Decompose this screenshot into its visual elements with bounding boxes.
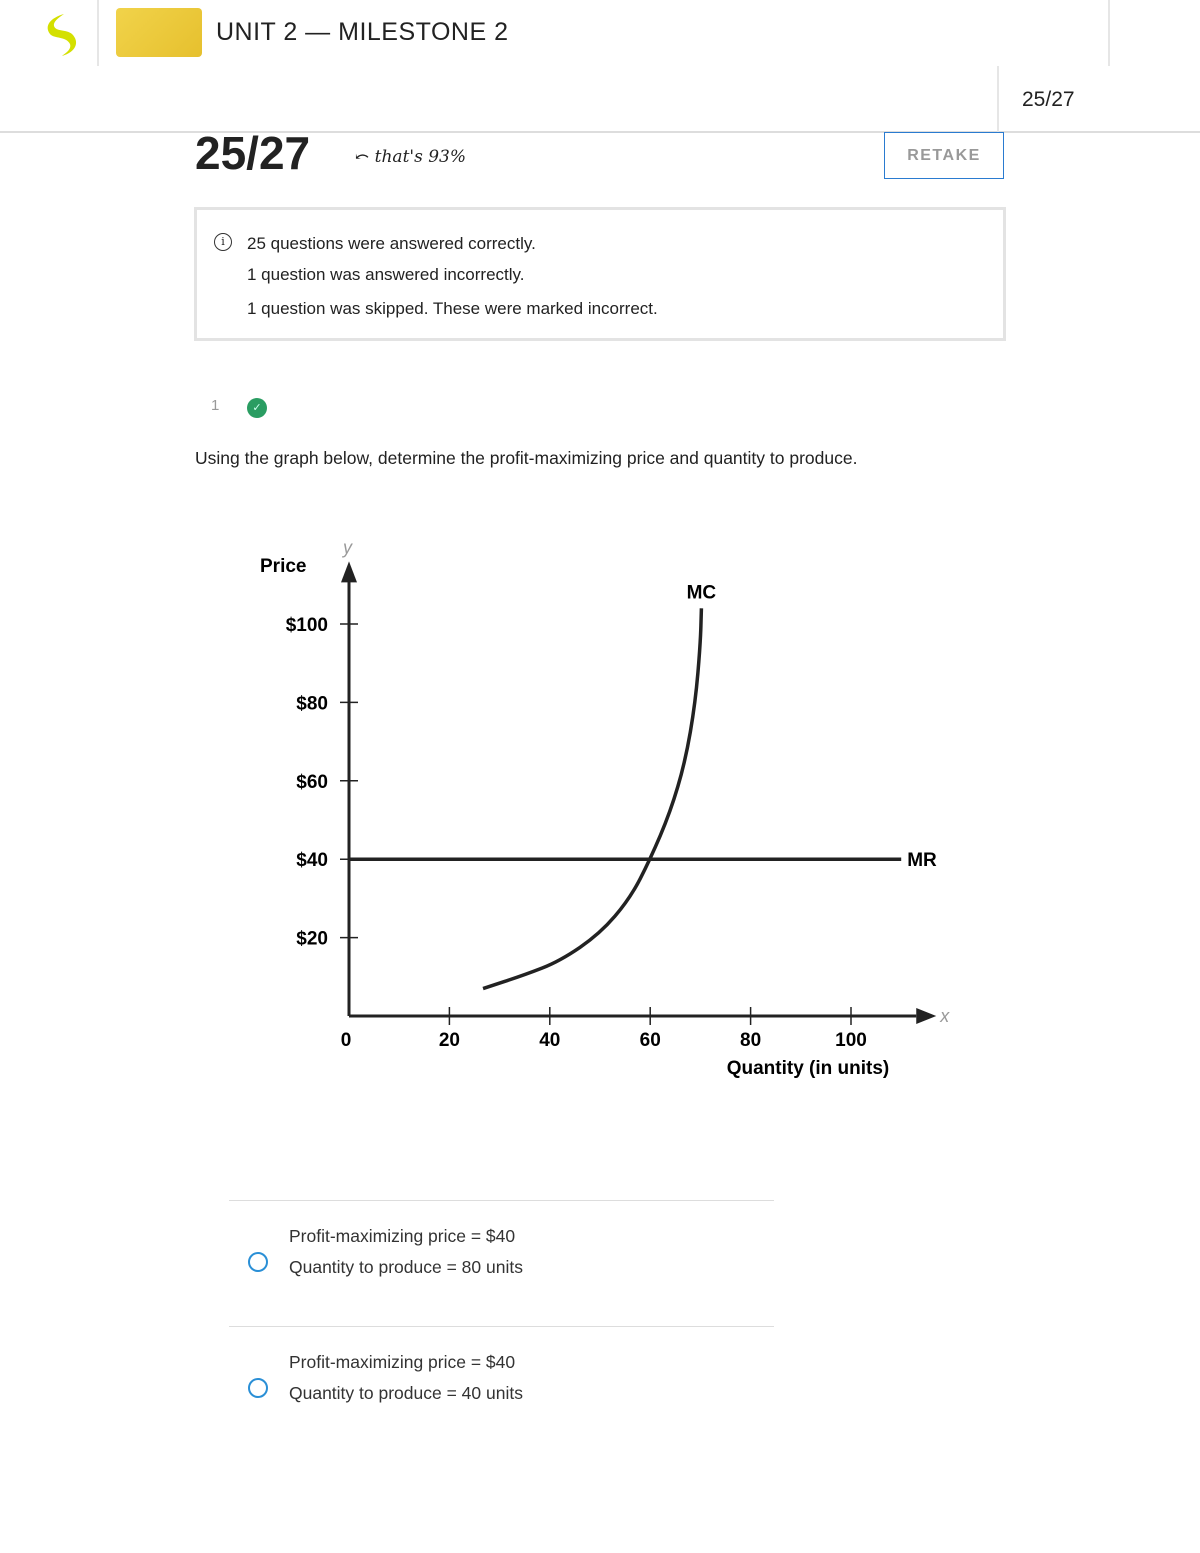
option-line: Profit-maximizing price = $40 [289,1352,516,1372]
x-tick-label: 100 [835,1030,867,1051]
y-tick-label: $100 [285,615,328,636]
check-icon: ✓ [247,398,267,418]
x-tick-label: 20 [438,1030,460,1051]
y-axis-symbol: y [343,537,352,558]
retake-button[interactable]: RETAKE [884,132,1004,179]
radio-button[interactable] [248,1378,268,1398]
summary-incorrect: 1 question was answered incorrectly. [247,265,525,284]
y-axis-label: Price [260,556,307,577]
y-tick-label: $20 [296,928,328,950]
x-axis-symbol: x [940,1006,950,1026]
y-axis-arrow [341,561,357,582]
summary-skipped: 1 question was skipped. These were marked incorrect. [247,299,658,318]
x-tick-label: 40 [539,1030,561,1051]
divider [97,0,99,66]
x-tick-label: 60 [639,1030,661,1051]
answer-option[interactable] [248,1224,768,1334]
chart [0,520,1000,1100]
score-box-value: 25/27 [1022,88,1075,111]
radio-button[interactable] [248,1252,268,1272]
x-axis-label: Quantity (in units) [726,1058,890,1079]
arrow-back-icon: ⤺ [355,147,375,167]
divider [1108,0,1110,66]
answer-option[interactable] [248,1350,768,1460]
divider [229,1200,774,1201]
option-line: Quantity to produce = 80 units [289,1257,523,1277]
series-label: MR [907,850,937,872]
score: 25/27 [195,127,311,179]
question-text: Using the graph below, determine the profit-maximizing price and quantity to produce. [195,448,858,468]
page-title: UNIT 2 — MILESTONE 2 [216,18,509,46]
series-mc [483,608,701,988]
option-line: Profit-maximizing price = $40 [289,1226,516,1246]
divider [229,1326,774,1327]
y-tick-label: $80 [296,693,328,715]
option-line: Quantity to produce = 40 units [289,1383,523,1403]
summary-box [194,207,1006,341]
x-tick-label: 80 [740,1030,762,1051]
logo-icon[interactable] [42,12,80,56]
percent-note [355,147,466,167]
x-tick-label: 0 [340,1030,352,1051]
y-tick-label: $40 [296,850,328,872]
series-label: MC [686,582,717,604]
y-tick-label: $60 [296,771,328,793]
percent-text: that's 93% [374,147,466,167]
course-thumbnail [116,8,202,57]
summary-correct: 25 questions were answered correctly. [247,234,536,253]
question-number: 1 [211,397,220,414]
info-icon: i [214,233,232,251]
x-axis-arrow [916,1008,936,1024]
